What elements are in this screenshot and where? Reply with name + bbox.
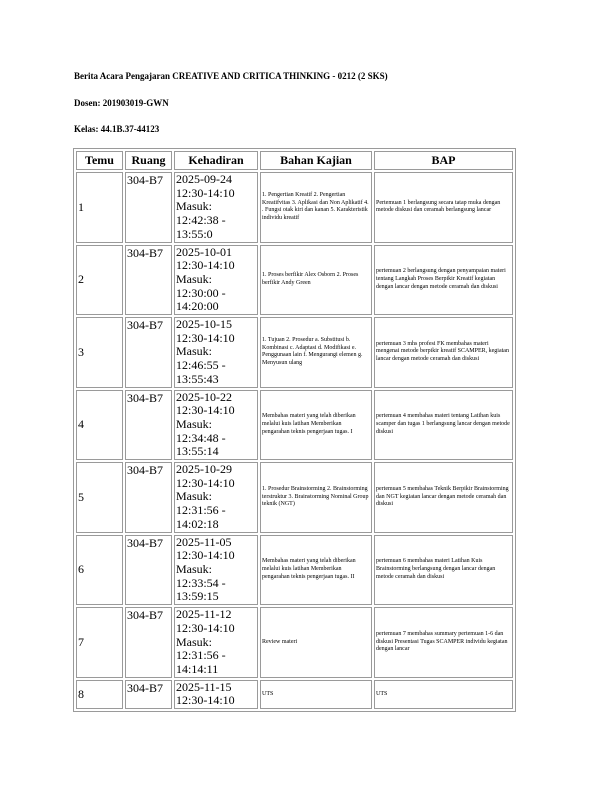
cell-temu: 8 bbox=[76, 680, 123, 709]
column-header-temu: Temu bbox=[76, 151, 123, 170]
cell-ruang: 304-B7 bbox=[125, 245, 172, 316]
attendance-check-in: 12:42:38 - bbox=[176, 213, 226, 228]
cell-kehadiran bbox=[174, 462, 258, 533]
cell-temu: 3 bbox=[76, 317, 123, 388]
attendance-schedule: 12:30-14:10 bbox=[176, 548, 235, 563]
attendance-masuk-label: Masuk: bbox=[176, 199, 212, 214]
attendance-check-in: 12:33:54 - bbox=[176, 575, 226, 590]
table-row bbox=[76, 535, 513, 606]
cell-ruang: 304-B7 bbox=[125, 607, 172, 678]
cell-temu: 7 bbox=[76, 607, 123, 678]
attendance-schedule: 12:30-14:10 bbox=[176, 330, 235, 345]
cell-kehadiran bbox=[174, 172, 258, 243]
cell-ruang: 304-B7 bbox=[125, 390, 172, 461]
attendance-schedule: 12:30-14:10 bbox=[176, 403, 235, 418]
cell-temu: 4 bbox=[76, 390, 123, 461]
cell-bahan-kajian: Review materi bbox=[260, 607, 372, 678]
attendance-date: 2025-11-12 bbox=[176, 607, 232, 622]
cell-kehadiran bbox=[174, 680, 258, 709]
teaching-report-table bbox=[73, 148, 516, 712]
cell-ruang: 304-B7 bbox=[125, 317, 172, 388]
attendance-masuk-label: Masuk: bbox=[176, 416, 212, 431]
cell-bap: pertemuan 6 membahas materi Latihan Kuis Brainstorming berlangsung dengan lancar dengan metode ceramah dan diskusi bbox=[374, 535, 513, 606]
column-header-ruang: Ruang bbox=[125, 151, 172, 170]
cell-temu: 5 bbox=[76, 462, 123, 533]
cell-temu: 2 bbox=[76, 245, 123, 316]
cell-bap: pertemuan 3 mhs profesi FK membahas materi mengenai metode berpikir kreatif SCAMPER, kegiatan lancar dengan metode ceramah dan diskusi bbox=[374, 317, 513, 388]
document-title: Berita Acara Pengajaran CREATIVE AND CRITICA THINKING - 0212 (2 SKS) bbox=[74, 71, 388, 81]
attendance-schedule: 12:30-14:10 bbox=[176, 620, 235, 635]
table-header-row bbox=[76, 151, 513, 170]
cell-bap: pertemuan 4 membahas materi tentang Latihan kuis scamper dan tugas 1 berlangsung lancar dengan metode diskusi bbox=[374, 390, 513, 461]
lecturer-line: Dosen: 201903019-GWN bbox=[74, 98, 169, 108]
attendance-check-out: 13:59:15 bbox=[176, 589, 219, 604]
attendance-date: 2025-11-15 bbox=[176, 679, 232, 694]
attendance-check-in: 12:30:00 - bbox=[176, 285, 226, 300]
attendance-check-in: 12:46:55 - bbox=[176, 358, 226, 373]
attendance-check-in: 12:31:56 - bbox=[176, 503, 226, 518]
attendance-date: 2025-10-01 bbox=[176, 244, 232, 259]
column-header-kehadiran: Kehadiran bbox=[174, 151, 258, 170]
cell-temu: 1 bbox=[76, 172, 123, 243]
cell-kehadiran bbox=[174, 317, 258, 388]
cell-bahan-kajian: 1. Prosedur Brainstorming 2. Brainstorming terstruktur 3. Brainstorming Nominal Group teknik (NGT) bbox=[260, 462, 372, 533]
cell-temu: 6 bbox=[76, 535, 123, 606]
attendance-masuk-label: Masuk: bbox=[176, 489, 212, 504]
table-row bbox=[76, 462, 513, 533]
cell-ruang: 304-B7 bbox=[125, 535, 172, 606]
attendance-check-out: 13:55:43 bbox=[176, 371, 219, 386]
attendance-masuk-label: Masuk: bbox=[176, 561, 212, 576]
attendance-check-out: 14:02:18 bbox=[176, 516, 219, 531]
column-header-bahan-kajian: Bahan Kajian bbox=[260, 151, 372, 170]
table-row bbox=[76, 245, 513, 316]
attendance-date: 2025-10-22 bbox=[176, 389, 232, 404]
attendance-masuk-label: Masuk: bbox=[176, 344, 212, 359]
cell-ruang: 304-B7 bbox=[125, 172, 172, 243]
table-row bbox=[76, 680, 513, 709]
attendance-check-in: 12:31:56 - bbox=[176, 648, 226, 663]
attendance-masuk-label: Masuk: bbox=[176, 271, 212, 286]
attendance-schedule: 12:30-14:10 bbox=[176, 185, 235, 200]
attendance-date: 2025-11-05 bbox=[176, 534, 232, 549]
attendance-check-out: 13:55:14 bbox=[176, 444, 219, 459]
attendance-date: 2025-09-24 bbox=[176, 172, 232, 186]
cell-kehadiran bbox=[174, 390, 258, 461]
attendance-check-out: 14:20:00 bbox=[176, 299, 219, 314]
cell-bap: pertemuan 5 membahas Teknik Berpikir Brainstorming dan NGT kegiatan lancar dengan metode ceramah dan diskusi bbox=[374, 462, 513, 533]
cell-bahan-kajian: Membahas materi yang telah diberikan melalui kuis latihan Memberikan pengarahan teknis pengerjaan tugas. I bbox=[260, 390, 372, 461]
cell-bap: pertemuan 7 membahas summary pertemuan 1-6 dan diskusi Presentasi Tugas SCAMPER individu kegiatan dengan lancar bbox=[374, 607, 513, 678]
table-row bbox=[76, 317, 513, 388]
attendance-check-in: 12:34:48 - bbox=[176, 430, 226, 445]
attendance-schedule: 12:30-14:10 bbox=[176, 693, 235, 708]
attendance-check-out: 14:14:11 bbox=[176, 661, 219, 676]
table-row bbox=[76, 390, 513, 461]
cell-kehadiran bbox=[174, 607, 258, 678]
table-row bbox=[76, 607, 513, 678]
attendance-check-out: 13:55:0 bbox=[176, 226, 213, 241]
cell-ruang: 304-B7 bbox=[125, 462, 172, 533]
cell-bap: pertemuan 2 berlangsung dengan penyampaian materi tentang Langkah Proses Berpikir Kreatif kegiatan dengan lancar dengan metode ceramah dan diskusi bbox=[374, 245, 513, 316]
column-header-bap: BAP bbox=[374, 151, 513, 170]
cell-bahan-kajian: Membahas materi yang telah diberikan melalui kuis latihan Memberikan pengarahan teknis pengerjaan tugas. II bbox=[260, 535, 372, 606]
attendance-date: 2025-10-15 bbox=[176, 317, 232, 332]
attendance-schedule: 12:30-14:10 bbox=[176, 258, 235, 273]
cell-bahan-kajian: UTS bbox=[260, 680, 372, 709]
class-line: Kelas: 44.1B.37-44123 bbox=[74, 124, 160, 134]
attendance-schedule: 12:30-14:10 bbox=[176, 475, 235, 490]
cell-kehadiran bbox=[174, 535, 258, 606]
cell-bap: UTS bbox=[374, 680, 513, 709]
table-row bbox=[76, 172, 513, 243]
cell-kehadiran bbox=[174, 245, 258, 316]
cell-bahan-kajian: 1. Proses berfikir Alex Osborn 2. Proses berfikir Andy Green bbox=[260, 245, 372, 316]
cell-bahan-kajian: 1. Pengertian Kreatif 2. Pengertian Kreatifvitas 3. Aplikasi dan Non Aplikatif 4. . Fungsi otak kiri dan kanan 5. Karakteristik individu kreatif bbox=[260, 172, 372, 243]
cell-ruang: 304-B7 bbox=[125, 680, 172, 709]
cell-bap: Pertemuan 1 berlangsung secara tatap muka dengan metode diskusi dan ceramah berlangsung lancar bbox=[374, 172, 513, 243]
attendance-masuk-label: Masuk: bbox=[176, 634, 212, 649]
attendance-date: 2025-10-29 bbox=[176, 462, 232, 477]
cell-bahan-kajian: 1. Tujuan 2. Prosedur a. Substitusi b. Kombinasi c. Adaptasi d. Modifikasi e. Penggunaan lain f. Mengurangi elemen g. Menyusun ulang bbox=[260, 317, 372, 388]
